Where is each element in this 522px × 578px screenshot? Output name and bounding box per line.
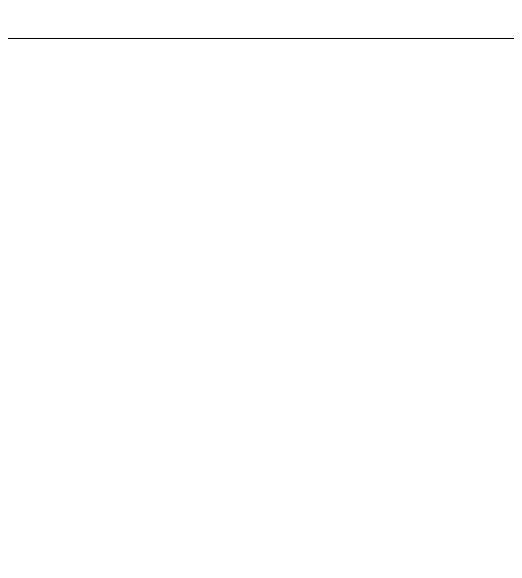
- indicators-table: [8, 22, 514, 39]
- column-header-row: [8, 22, 514, 39]
